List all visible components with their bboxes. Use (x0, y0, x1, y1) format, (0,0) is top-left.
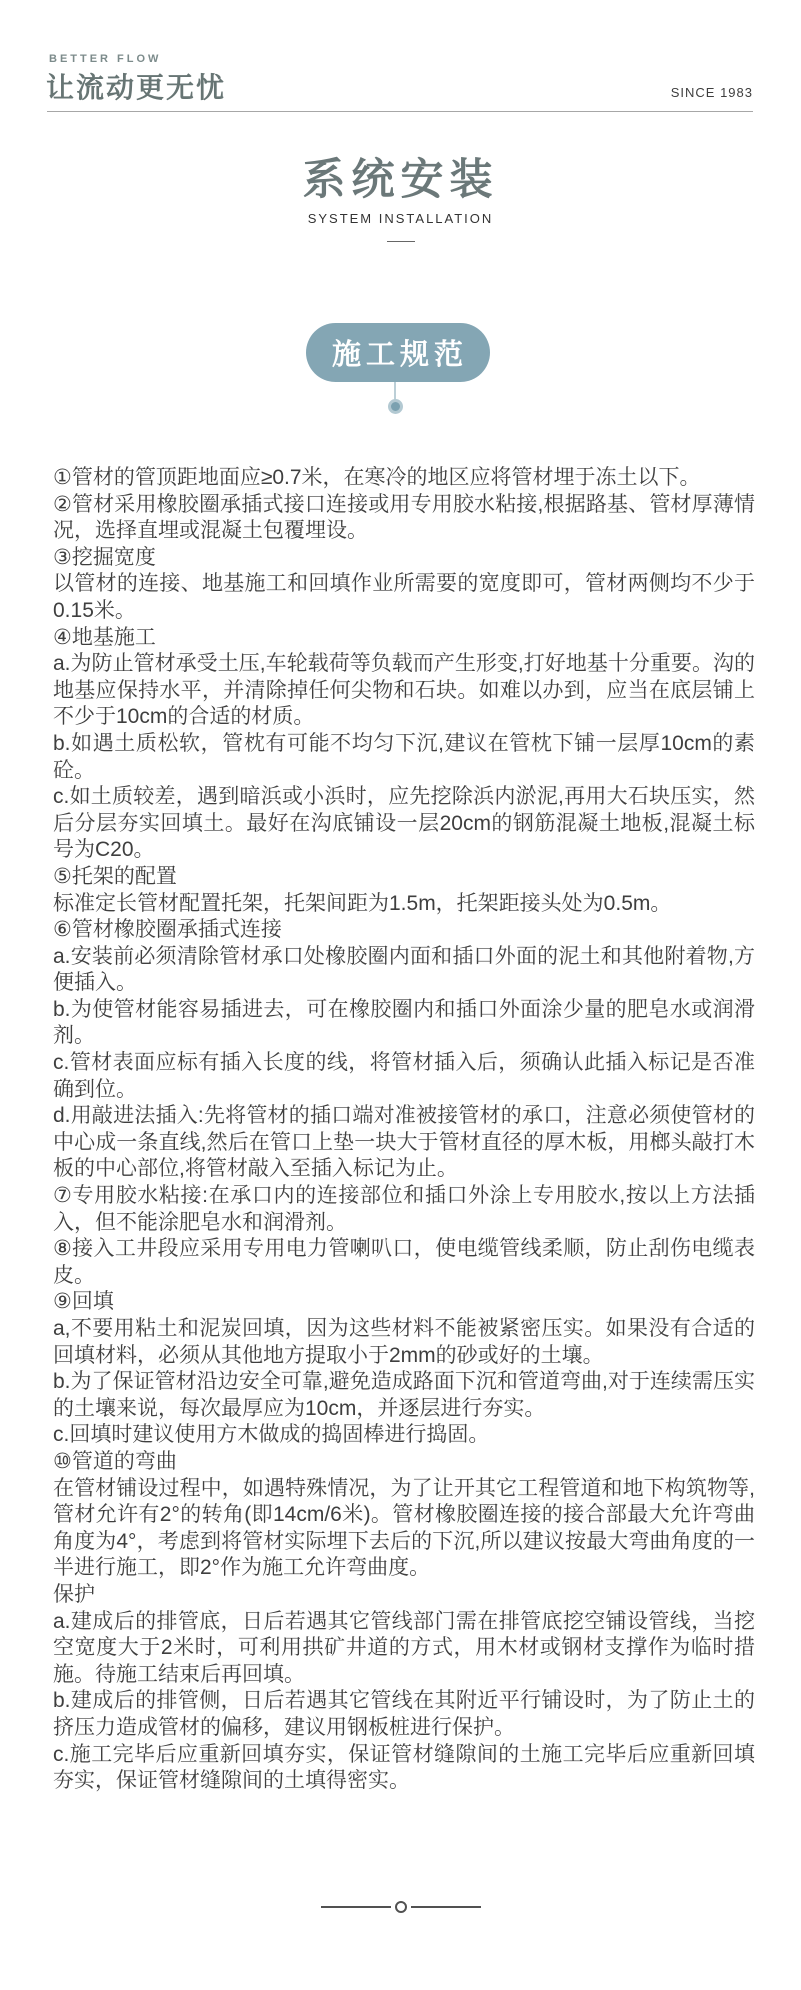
paragraph: b.为了保证管材沿边安全可靠,避免造成路面下沉和管道弯曲,对于连续需压实的土壤来说，每次最厚应为10cm，并逐层进行夯实。 (53, 1370, 755, 1420)
paragraph: a,不要用粘土和泥炭回填，因为这些材料不能被紧密压实。如果没有合适的回填材料，必须从其他地方提取小于2mm的砂或好的土壤。 (53, 1317, 755, 1367)
paragraph: ⑨回填 (53, 1290, 114, 1314)
paragraph: a.为防止管材承受土压,车轮载荷等负载而产生形变,打好地基十分重要。沟的地基应保持水平，并清除掉任何尖物和石块。如难以办到，应当在底层铺上不少于10cm的合适的材质。 (53, 652, 755, 729)
brand-since: SINCE 1983 (670, 85, 753, 100)
paragraph: b.为使管材能容易插进去，可在橡胶圈内和插口外面涂少量的肥皂水或润滑剂。 (53, 997, 755, 1048)
footer-ornament (0, 1901, 801, 1913)
section-badge (306, 323, 490, 382)
page-title: 系统安装 (302, 156, 499, 204)
page-subtitle: SYSTEM INSTALLATION (307, 211, 494, 226)
paragraph: a.建成后的排管底，日后若遇其它管线部门需在排管底挖空铺设管线，当挖空宽度大于2米时，可利用拱矿井道的方式，用木材或钢材支撑作为临时措施。待施工结束后再回填。 (53, 1609, 755, 1686)
paragraph: 保护 (53, 1582, 95, 1606)
paragraph: ⑩管道的弯曲 (53, 1449, 177, 1473)
paragraph: ⑧接入工井段应采用专用电力管喇叭口，使电缆管线柔顺，防止刮伤电缆表皮。 (53, 1237, 755, 1287)
badge-connector-dot-icon (388, 399, 403, 414)
title-dash-divider (387, 241, 415, 242)
paragraph: b.建成后的排管侧，日后若遇其它管线在其附近平行铺设时，为了防止土的挤压力造成管材的偏移，建议用钢板桩进行保护。 (53, 1689, 755, 1739)
section-badge-label: 施工规范 (331, 339, 468, 371)
paragraph: c.施工完毕后应重新回填夯实，保证管材缝隙间的土施工完毕后应重新回填夯实，保证管材缝隙间的土填得密实。 (53, 1742, 755, 1793)
paragraph: 以管材的连接、地基施工和回填作业所需要的宽度即可，管材两侧均不少于0.15米。 (53, 572, 755, 622)
header-divider (47, 111, 753, 112)
paragraph: ⑥管材橡胶圈承插式连接 (53, 918, 282, 942)
paragraph: ⑦专用胶水粘接:在承口内的连接部位和插口外涂上专用胶水,按以上方法插入，但不能涂肥皂水和润滑剂。 (53, 1184, 755, 1234)
brand-tagline: BETTER FLOW (49, 53, 162, 65)
paragraph: a.安装前必须清除管材承口处橡胶圈内面和插口外面的泥土和其他附着物,方便插入。 (53, 944, 755, 995)
paragraph: ①管材的管顶距地面应≥0.7米，在寒冷的地区应将管材埋于冻土以下。 (53, 466, 701, 489)
paragraph: c.回填时建议使用方木做成的捣固棒进行捣固。 (53, 1423, 490, 1447)
paragraph: c.管材表面应标有插入长度的线，将管材插入后，须确认此插入标记是否准确到位。 (53, 1051, 755, 1101)
paragraph: 在管材铺设过程中，如遇特殊情况，为了让开其它工程管道和地下构筑物等,管材允许有2°的转角(即14cm/6米)。管材橡胶圈连接的接合部最大允许弯曲角度为4°，考虑到将管材实际埋下去后的下沉,所以建议按最大弯曲角度的一半进行施工，即2°作为施工允许弯曲度。 (53, 1476, 755, 1580)
footer-circle-icon (395, 1901, 407, 1913)
paragraph: c.如土质较差，遇到暗浜或小浜时，应先挖除浜内淤泥,再用大石块压实，然后分层夯实回填土。最好在沟底铺设一层20cm的钢筋混凝土地板,混凝土标号为C20。 (53, 785, 755, 862)
specification-text (53, 465, 755, 1795)
paragraph: d.用敲进法插入:先将管材的插口端对准被接管材的承口，注意必须使管材的中心成一条直线,然后在管口上垫一块大于管材直径的厚木板，用榔头敲打木板的中心部位,将管材敲入至插入标记为止。 (53, 1104, 755, 1181)
paragraph: ②管材采用橡胶圈承插式接口连接或用专用胶水粘接,根据路基、管材厚薄情况，选择直埋或混凝土包覆埋设。 (53, 492, 755, 543)
footer-line-right (411, 1906, 481, 1908)
footer-line-left (321, 1906, 391, 1908)
brand-logo-text: 让流动更无忧 (46, 72, 227, 103)
paragraph: ④地基施工 (53, 625, 156, 649)
paragraph: ⑤托架的配置 (53, 864, 177, 888)
paragraph: b.如遇土质松软，管枕有可能不均匀下沉,建议在管枕下铺一层厚10cm的素砼。 (53, 731, 755, 782)
paragraph: ③挖掘宽度 (53, 545, 156, 569)
paragraph: 标准定长管材配置托架，托架间距为1.5m，托架距接头处为0.5m。 (53, 891, 672, 915)
